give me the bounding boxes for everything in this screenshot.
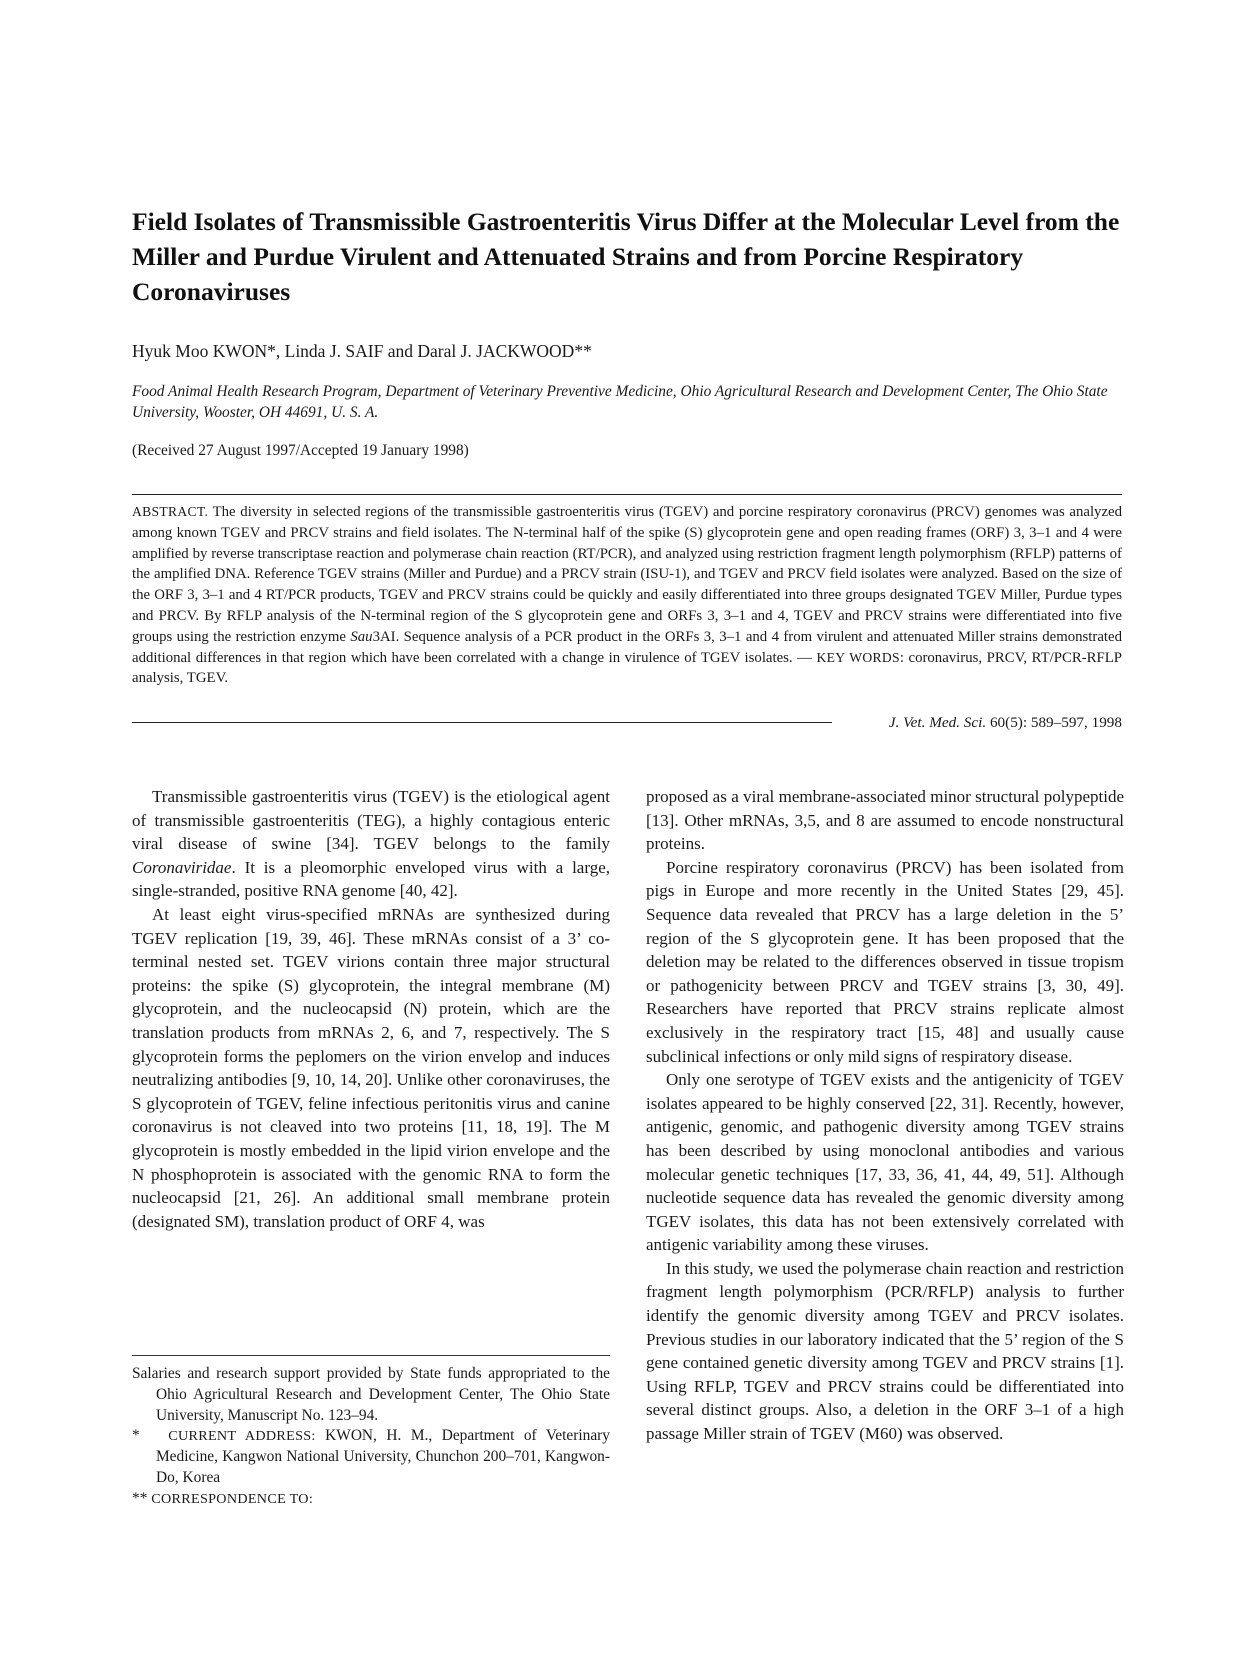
affiliation: Food Animal Health Research Program, Department of Veterinary Preventive Medicine, Ohio Agricultural Research and Development Center, The Ohio State University, Wooster, OH 44691, U. S. A. — [132, 383, 1108, 421]
current-address-text: KWON, H. M., Department of Veterinary Medicine, Kangwon National University, Chunchon 200–701, Kangwon-Do, Korea — [156, 1427, 610, 1486]
abstract-bottom-rule — [132, 722, 832, 723]
intro-paragraph-3: proposed as a viral membrane-associated minor structural polypeptide [13]. Other mRNAs, 3,5, and 8 are assumed to encode nonstructural proteins. — [646, 787, 1124, 854]
abstract — [132, 502, 1122, 689]
keywords-label: KEY WORDS — [816, 649, 900, 665]
funding-footnote: Salaries and research support provided by State funds appropriated to the Ohio Agricultural Research and Development Center, The Ohio State University, Manuscript No. 123–94. — [132, 1365, 610, 1424]
footnote-marker: * — [132, 1427, 140, 1445]
journal-citation — [889, 714, 1122, 732]
correspondence-footnote — [132, 1489, 610, 1510]
intro-p1-text-a: Transmissible gastroenteritis virus (TGEV) is the etiological agent of transmissible gastroenteritis (TEG), a highly contagious enteric viral disease of swine [34]. TGEV belongs to the family — [132, 787, 610, 854]
received-dates: (Received 27 August 1997/Accepted 19 January 1998) — [132, 442, 469, 459]
footnotes — [132, 1364, 610, 1510]
abstract-label: ABSTRACT. — [132, 504, 209, 519]
intro-paragraph-5: Only one serotype of TGEV exists and the antigenicity of TGEV isolates appeared to be highly conserved [22, 31]. Recently, however, antigenic, genomic, and pathogenic diversity among TGEV strains has been described by using monoclonal antibodies and various molecular genetic techniques [17, 33, 36, 41, 44, 49, 51]. Although nucleotide sequence data has revealed the genomic diversity among TGEV isolates, this data has not been extensively correlated with antigenic variability among these viruses. — [646, 1070, 1124, 1255]
footnote-marker: ** — [132, 1489, 148, 1507]
intro-paragraph-4: Porcine respiratory coronavirus (PRCV) has been isolated from pigs in Europe and more recently in the United States [29, 45]. Sequence data revealed that PRCV has a large deletion in the 5’ region of the S glycoprotein gene. It has been proposed that the deletion may be related to the differences observed in tissue tropism or pathogenicity between PRCV and TGEV strains [3, 30, 49]. Researchers have reported that PRCV strains replicate almost exclusively in the respiratory tract [15, 48] and usually cause subclinical infections or only mild signs of respiratory disease. — [646, 857, 1124, 1066]
enzyme-name: Sau — [350, 628, 373, 645]
abstract-text-part2: 3AI. Sequence analysis of a PCR product in the ORFs 3, 3–1 and 4 from virulent and attenuated Miller strains demonstrated additional differences in that region which have been correlated with a change in virulence of TGEV isolates. — — [132, 628, 1122, 666]
footnote-rule — [132, 1355, 610, 1356]
intro-paragraph-2: At least eight virus-specified mRNAs are synthesized during TGEV replication [19, 39, 46]. These mRNAs consist of a 3’ co-terminal nested set. TGEV virions contain three major structural proteins: the spike (S) glycoprotein, the integral membrane (M) glycoprotein, and the nucleocapsid (N) protein, which are the translation products from mRNAs 2, 6, and 7, respectively. The S glycoprotein forms the peplomers on the virion envelop and induces neutralizing antibodies [9, 10, 14, 20]. Unlike other coronaviruses, the S glycoprotein of TGEV, feline infectious peritonitis virus and canine coronavirus is not cleaved into two proteins [11, 18, 19]. The M glycoprotein is mostly embedded in the lipid virion envelope and the N phosphoprotein is associated with the genomic RNA to form the nucleocapsid [21, 26]. An additional small membrane protein (designated SM), translation product of ORF 4, was — [132, 904, 610, 1231]
right-column — [646, 785, 1124, 1446]
journal-volume-pages: 60(5): 589–597, 1998 — [989, 714, 1122, 731]
intro-paragraph-6: In this study, we used the polymerase chain reaction and restriction fragment length polymorphism (PCR/RFLP) analysis to further identify the genomic diversity among TGEV and PRCV isolates. Previous studies in our laboratory indicated that the 5’ region of the S gene contained genetic diversity among TGEV and PRCV strains [1]. Using RFLP, TGEV and PRCV strains could be differentiated into several distinct groups. Also, a deletion in the ORF 3–1 of a high passage Miller strain of TGEV (M60) was observed. — [646, 1258, 1124, 1444]
family-name: Coronaviridae — [132, 857, 232, 877]
abstract-top-rule — [132, 494, 1122, 495]
correspondence-label: CORRESPONDENCE TO: — [151, 1490, 314, 1507]
current-address-footnote — [132, 1426, 610, 1488]
keywords: : coronavirus, PRCV, RT/PCR-RFLP analysis, TGEV. — [132, 649, 1122, 687]
journal-name: J. Vet. Med. Sci. — [888, 714, 987, 731]
intro-paragraph-1 — [132, 785, 610, 903]
left-column — [132, 785, 610, 1233]
paper-title: Field Isolates of Transmissible Gastroenteritis Virus Differ at the Molecular Level from the Miller and Purdue Virulent and Attenuated Strains and from Porcine Respiratory Coronaviruses — [132, 207, 1120, 306]
current-address-label: CURRENT ADDRESS: — [168, 1428, 316, 1445]
author-list: Hyuk Moo KWON*, Linda J. SAIF and Daral J. JACKWOOD** — [132, 341, 592, 361]
abstract-text-part1: The diversity in selected regions of the transmissible gastroenteritis virus (TGEV) and porcine respiratory coronavirus (PRCV) genomes was analyzed among known TGEV and PRCV strains and field isolates. The N-terminal half of the spike (S) glycoprotein gene and open reading frames (ORF) 3, 3–1 and 4 were amplified by reverse transcriptase reaction and polymerase chain reaction (RT/PCR), and analyzed using restriction fragment length polymorphism (RFLP) patterns of the amplified DNA. Reference TGEV strains (Miller and Purdue) and a PRCV strain (ISU-1), and TGEV and PRCV field isolates were analyzed. Based on the size of the ORF 3, 3–1 and 4 RT/PCR products, TGEV and PRCV strains could be quickly and easily differentiated into three groups designated TGEV Miller, Purdue types and PRCV. By RFLP analysis of the N-terminal region of the S glycoprotein gene and ORFs 3, 3–1 and 4, TGEV and PRCV strains were differentiated into five groups using the restriction enzyme — [132, 504, 1122, 645]
intro-p1-text-b: . It is a pleomorphic enveloped virus with a large, single-stranded, positive RNA genome [40, 42]. — [132, 857, 610, 901]
